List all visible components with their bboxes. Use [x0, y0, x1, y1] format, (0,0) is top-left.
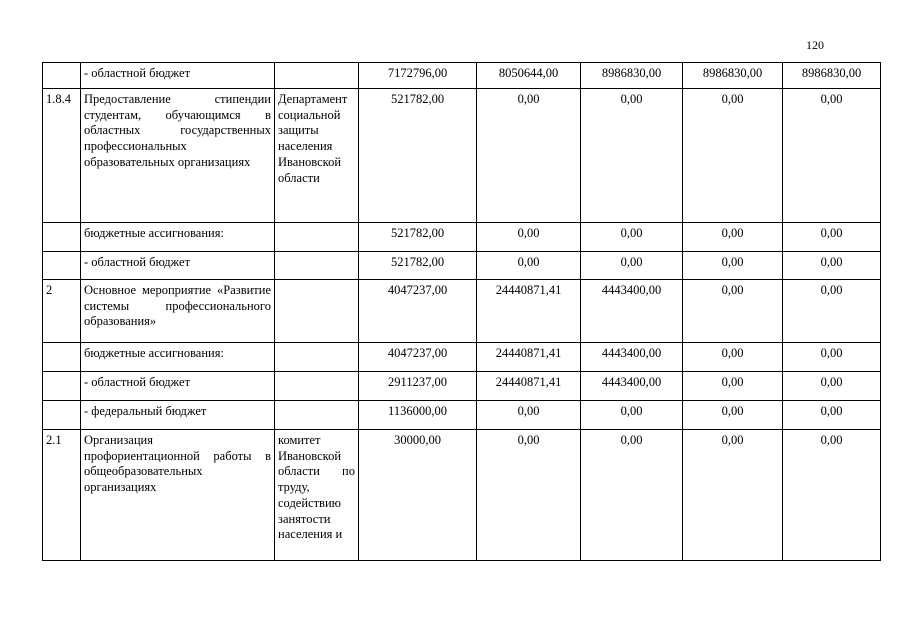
row-number [43, 252, 81, 280]
row-name: - областной бюджет [81, 63, 275, 89]
table-row [43, 252, 881, 280]
row-value: 0,00 [783, 89, 881, 223]
row-value: 0,00 [783, 372, 881, 401]
table-row [43, 343, 881, 372]
row-value: 0,00 [683, 89, 783, 223]
row-value: 8986830,00 [783, 63, 881, 89]
row-value: 24440871,41 [477, 372, 581, 401]
row-value: 24440871,41 [477, 343, 581, 372]
row-executor [275, 223, 359, 252]
table-row [43, 89, 881, 223]
table-row [43, 372, 881, 401]
row-value: 0,00 [683, 343, 783, 372]
row-number [43, 343, 81, 372]
row-value: 1136000,00 [359, 401, 477, 430]
row-value: 0,00 [477, 223, 581, 252]
row-executor [275, 252, 359, 280]
row-value: 0,00 [783, 280, 881, 343]
row-name: - федеральный бюджет [81, 401, 275, 430]
row-name: - областной бюджет [81, 252, 275, 280]
row-executor: Департамент социальной защиты населения Ивановской области [275, 89, 359, 223]
row-value: 4443400,00 [581, 372, 683, 401]
row-executor [275, 372, 359, 401]
row-executor [275, 401, 359, 430]
budget-table [42, 62, 881, 561]
row-value: 8050644,00 [477, 63, 581, 89]
row-value: 0,00 [783, 343, 881, 372]
row-value: 4047237,00 [359, 343, 477, 372]
row-value: 24440871,41 [477, 280, 581, 343]
row-value: 0,00 [581, 401, 683, 430]
row-name: - областной бюджет [81, 372, 275, 401]
row-value: 0,00 [683, 252, 783, 280]
row-value: 8986830,00 [683, 63, 783, 89]
row-value: 4443400,00 [581, 343, 683, 372]
row-value: 0,00 [581, 430, 683, 561]
row-value: 7172796,00 [359, 63, 477, 89]
row-name: бюджетные ассигнования: [81, 343, 275, 372]
table-row [43, 223, 881, 252]
row-value: 0,00 [581, 223, 683, 252]
row-value: 0,00 [783, 430, 881, 561]
row-value: 0,00 [477, 89, 581, 223]
row-number [43, 401, 81, 430]
row-value: 0,00 [683, 430, 783, 561]
row-value: 30000,00 [359, 430, 477, 561]
row-number: 1.8.4 [43, 89, 81, 223]
row-value: 521782,00 [359, 252, 477, 280]
row-executor [275, 63, 359, 89]
row-value: 0,00 [783, 223, 881, 252]
row-executor [275, 280, 359, 343]
row-number [43, 63, 81, 89]
row-value: 0,00 [783, 401, 881, 430]
row-value: 0,00 [683, 223, 783, 252]
row-value: 0,00 [683, 401, 783, 430]
row-value: 521782,00 [359, 223, 477, 252]
row-value: 4443400,00 [581, 280, 683, 343]
row-number [43, 223, 81, 252]
row-value: 4047237,00 [359, 280, 477, 343]
table-row [43, 280, 881, 343]
row-value: 0,00 [783, 252, 881, 280]
row-name: бюджетные ассигнования: [81, 223, 275, 252]
row-value: 0,00 [683, 280, 783, 343]
row-executor: комитет Ивановской области по труду, содействию занятости населения и [275, 430, 359, 561]
row-value: 2911237,00 [359, 372, 477, 401]
row-value: 0,00 [581, 89, 683, 223]
row-value: 0,00 [581, 252, 683, 280]
row-value: 0,00 [477, 401, 581, 430]
row-value: 0,00 [477, 430, 581, 561]
row-name: Предоставление стипендии студентам, обучающимся в областных государственных профессиональных образовательных организациях [81, 89, 275, 223]
row-executor [275, 343, 359, 372]
row-number: 2.1 [43, 430, 81, 561]
row-value: 0,00 [477, 252, 581, 280]
table-row [43, 430, 881, 561]
row-value: 521782,00 [359, 89, 477, 223]
row-number [43, 372, 81, 401]
row-value: 8986830,00 [581, 63, 683, 89]
row-name: Организация профориентационной работы в общеобразовательных организациях [81, 430, 275, 561]
row-number: 2 [43, 280, 81, 343]
row-value: 0,00 [683, 372, 783, 401]
table-row [43, 401, 881, 430]
row-name: Основное мероприятие «Развитие системы профессионального образования» [81, 280, 275, 343]
table-row [43, 63, 881, 89]
page-number: 120 [806, 38, 824, 52]
